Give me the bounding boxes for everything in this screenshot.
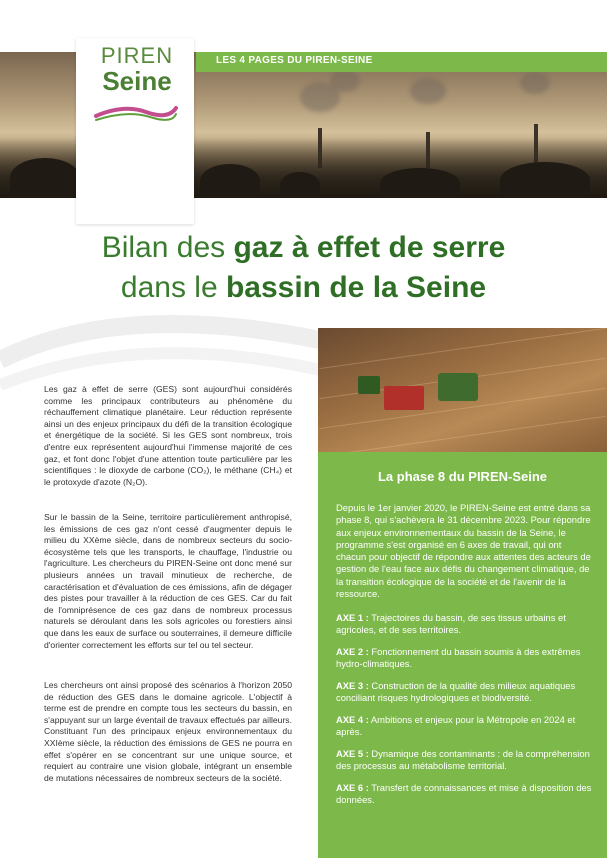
logo-wave-icon (94, 102, 178, 124)
logo-card (76, 38, 194, 224)
title-line1-bold: gaz à effet de serre (233, 231, 506, 264)
harvest-photo (318, 328, 607, 452)
tractor (358, 376, 380, 394)
series-tag (196, 52, 607, 72)
axe-item: AXE 3 : Construction de la qualité des milieux aquatiques conciliant risques hydrologiques et biodiversité. (336, 680, 576, 704)
axe-item: AXE 5 : Dynamique des contaminants : de la compréhension des processus au métabolisme territorial. (336, 748, 590, 772)
series-tag-label: LES 4 PAGES DU PIREN-SEINE (216, 55, 373, 66)
phase-intro: Depuis le 1er janvier 2020, le PIREN-Seine est entré dans sa phase 8, qui s'achèvera le 31 décembre 2023. Pour répondre aux enjeux environnementaux du bassin de la Seine, le programme s'est organisé en 6 axes de travail, qui ont chacun pour objectif de répondre aux attentes des acteurs de gestion de l'eau face aux défis du changement climatique, de la transition écologique de la société et de l'avenir de la ressource. (336, 502, 591, 600)
logo-line2: Seine (102, 66, 172, 96)
body-paragraph-2: Sur le bassin de la Seine, territoire particulièrement anthropisé, les émissions de ces gaz n'ont cessé d'augmenter depuis le milieu du XXème siècle, dans de nombreux secteurs du socio-écosystème tels que les transports, le chauffage, l'industrie ou l'agriculture. Les chercheurs du PIREN-Seine ont donc mené sur plusieurs années un travail minutieux de recherche, de caractérisation et d'évaluation de ces émissions, afin de dégager des pistes pour travailler à la réduction de ces GES. Car du fait de l'omniprésence de ces gaz dans de nombreux processus naturels se déroulant dans les sols agricoles ou forestiers ainsi que dans les eaux de surface ou souterraines, il demeure difficile d'orienter correctement les efforts sur tel ou tel secteur. (44, 512, 292, 650)
trailer (384, 386, 424, 410)
title-line1-regular: Bilan des (101, 231, 234, 264)
title-line2-regular: dans le (120, 271, 226, 304)
logo-line1: PIREN (100, 43, 174, 68)
axe-item: AXE 2 : Fonctionnement du bassin soumis à des extrêmes hydro-climatiques. (336, 646, 581, 670)
decorative-swirl-icon (0, 300, 320, 390)
phase-heading: La phase 8 du PIREN-Seine (377, 469, 548, 484)
axe-item: AXE 6 : Transfert de connaissances et mise à disposition des données. (336, 782, 592, 806)
axe-item: AXE 1 : Trajectoires du bassin, de ses tissus urbains et agricoles, et de ses territoires. (336, 612, 566, 636)
body-paragraph-1: Les gaz à effet de serre (GES) sont aujourd'hui considérés comme les principaux contributeurs au phénomène du réchauffement climatique planétaire. Leur réduction représente ainsi un des enjeux principaux du défi de la transition écologique et énergétique de la société. Si les GES sont nombreux, trois d'entre eux représentent aujourd'hui l'immense majorité de ces gaz, et font donc l'objet d'une attention toute particulière par les scientifiques : le dioxyde de carbone (CO₂), le méthane (CH₄) et le protoxyde d'azote (N₂O). (44, 384, 292, 487)
logo (92, 44, 182, 94)
harvester (438, 373, 478, 401)
page-title-line1 (0, 230, 607, 266)
title-line2-bold: bassin de la Seine (225, 271, 487, 304)
phase-box (318, 452, 607, 858)
axe-item: AXE 4 : Ambitions et enjeux pour la Métropole en 2024 et après. (336, 714, 576, 738)
body-paragraph-3: Les chercheurs ont ainsi proposé des scénarios à l'horizon 2050 de réduction des GES dans le domaine agricole. L'objectif à terme est de prendre en compte tous les secteurs du bassin, en s'appuyant sur un large éventail de travaux effectués par ailleurs. Constituant l'un des principaux enjeux environnementaux du XXIème siècle, la réduction des émissions de GES ne pourra en effet s'opérer en se concentrant sur une unique source, et requiert au contraire une vision globale, intégrant un ensemble de mutations nécessaires de nombreux secteurs de la société. (44, 680, 292, 783)
